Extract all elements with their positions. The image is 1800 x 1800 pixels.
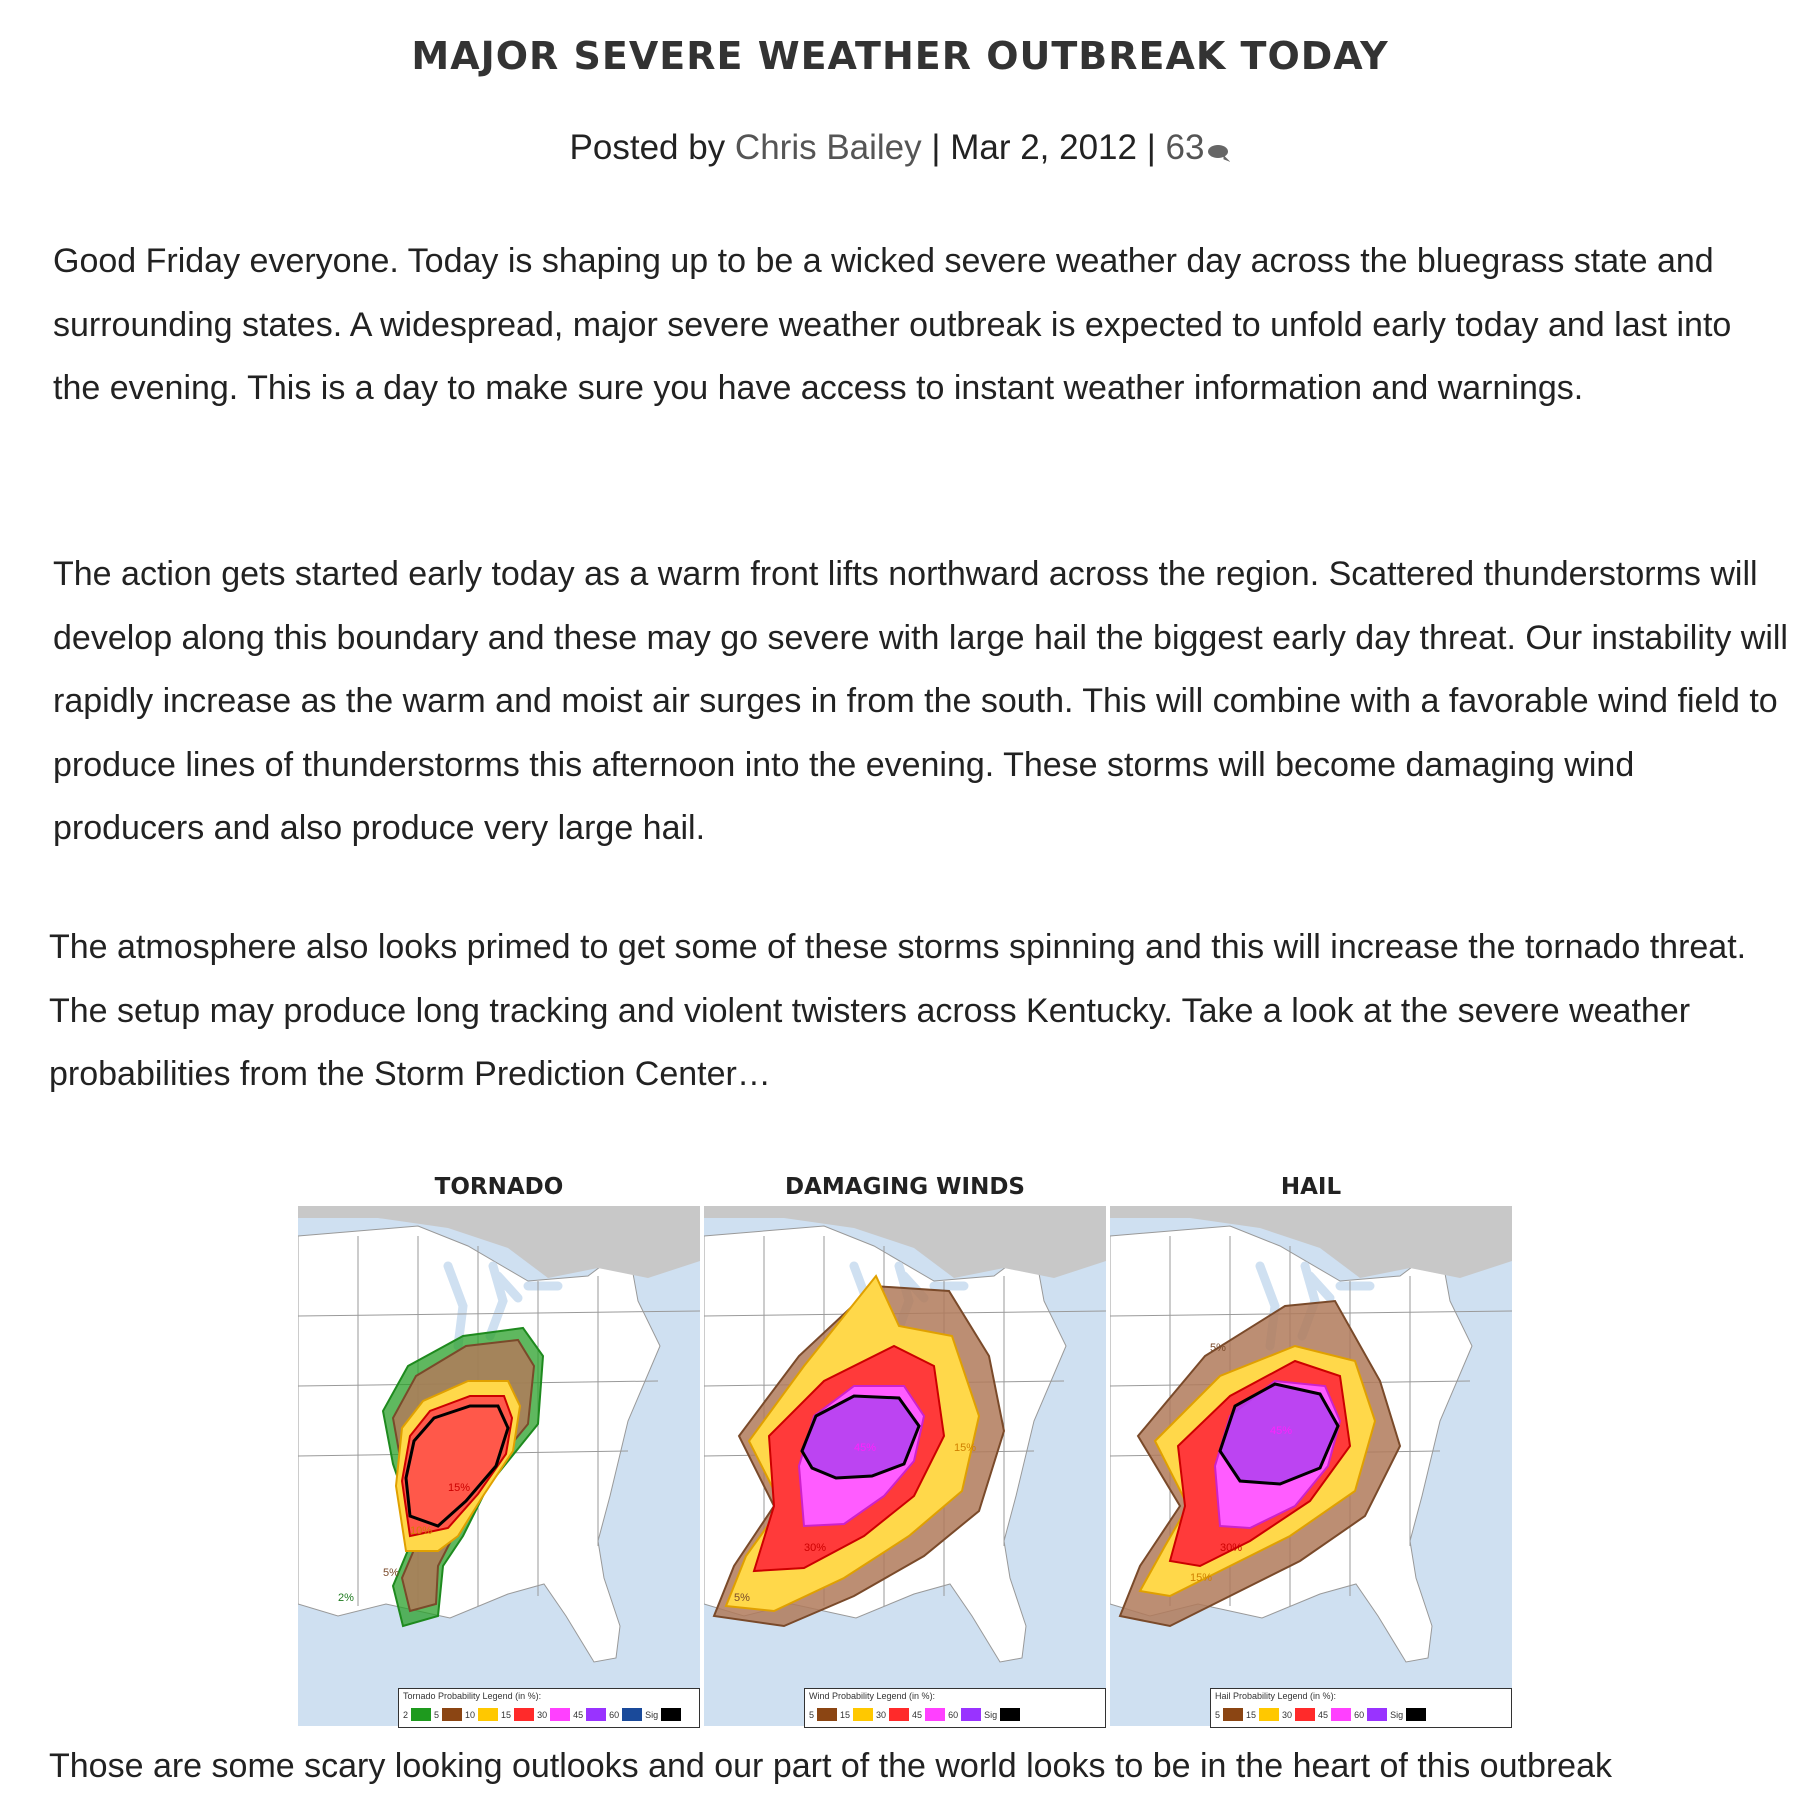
post-meta [0,128,1800,168]
comments-link[interactable] [1166,128,1231,167]
legend-label: 15 [1246,1709,1257,1720]
prob-label-30: 30% [804,1542,827,1554]
legend-swatch [1259,1708,1279,1721]
legend-swatch [478,1708,498,1721]
legend-swatch [1223,1708,1243,1721]
panel-title: DAMAGING WINDS [785,1174,1025,1200]
legend-label: 5 [434,1709,440,1720]
legend-row [403,1708,681,1721]
prob-label-15: 15% [448,1482,471,1494]
post-title: MAJOR SEVERE WEATHER OUTBREAK TODAY [411,34,1389,78]
meta-separator: | [1136,128,1166,167]
paragraph-setup: The action gets started early today as a warm front lifts northward across the region. Scattered thunderstorms will develop along this boundary and these may go severe with large hail the biggest early day threat. Our instability will rapidly increase as the warm and moist air surges in from the south. This will combine with a favorable wind field to produce lines of thunderstorms this afternoon into the evening. These storms will become damaging wind producers and also produce very large hail. [53,555,1788,847]
legend-swatch [853,1708,873,1721]
prob-label-5: 5% [383,1567,399,1579]
legend-swatch [1000,1708,1020,1721]
post-date: Mar 2, 2012 [950,128,1137,167]
legend-swatch [622,1708,642,1721]
legend-label: 45 [1318,1709,1329,1720]
legend-label: 45 [573,1709,584,1720]
legend-label: 30 [537,1709,548,1720]
legend-label: 5 [809,1709,815,1720]
paragraph-intro: Good Friday everyone. Today is shaping up to be a wicked severe weather day across the bluegrass state and surrounding states. A widespread, major severe weather outbreak is expected to unfold early today and last into the evening. This is a day to make sure you have access to instant weather information and warnings. [53,242,1732,407]
posted-by-label: Posted by [569,128,735,167]
legend-label: 45 [912,1709,923,1720]
hail-panel [1110,1168,1512,1728]
legend-swatch [514,1708,534,1721]
legend-label: 60 [948,1709,959,1720]
prob-label-45: 45% [1270,1425,1293,1437]
prob-label-15: 15% [954,1442,977,1454]
legend-label: Sig [645,1709,659,1720]
panel-title: HAIL [1280,1174,1342,1200]
legend-box [398,1688,700,1728]
legend-row [809,1708,1020,1721]
legend-label: 15 [840,1709,851,1720]
legend-title: Tornado Probability Legend (in %): [403,1691,542,1701]
legend-swatch [1406,1708,1426,1721]
legend-label: Sig [984,1709,998,1720]
panel-title: TORNADO [434,1174,564,1200]
legend-swatch [889,1708,909,1721]
legend-label: 60 [1354,1709,1365,1720]
wind-map [704,1206,1106,1726]
legend-swatch [817,1708,837,1721]
spc-outlook-image [298,1168,1518,1728]
legend-swatch [442,1708,462,1721]
hail-map [1110,1206,1512,1726]
prob-label-5: 5% [1210,1342,1226,1354]
legend-swatch [961,1708,981,1721]
prob-label-2: 2% [338,1592,354,1604]
prob-label-5: 5% [734,1592,750,1604]
legend-swatch [1295,1708,1315,1721]
legend-label: Sig [1390,1709,1404,1720]
prob-label-10: 10% [410,1525,433,1537]
legend-label: 15 [501,1709,512,1720]
legend-row [1215,1708,1426,1721]
legend-label: 60 [609,1709,620,1720]
tornado-panel [298,1168,700,1728]
prob-label-15: 15% [1190,1572,1213,1584]
legend-swatch [1367,1708,1387,1721]
legend-label: 30 [1282,1709,1293,1720]
comment-count[interactable]: 63 [1165,128,1205,167]
comment-bubble-icon[interactable] [1208,145,1230,161]
legend-swatch [586,1708,606,1721]
legend-label: 10 [465,1709,476,1720]
legend-box [1210,1688,1512,1728]
legend-title: Hail Probability Legend (in %): [1215,1691,1337,1701]
legend-swatch [411,1708,431,1721]
legend-box [804,1688,1106,1728]
legend-label: 2 [403,1709,409,1720]
legend-swatch [1331,1708,1351,1721]
legend-swatch [550,1708,570,1721]
legend-swatch [661,1708,681,1721]
damaging-winds-panel [704,1168,1106,1728]
meta-separator: | [921,128,951,167]
tornado-map [298,1206,700,1726]
paragraph-conclusion: Those are some scary looking outlooks and our part of the world looks to be in the heart of this outbreak [49,1747,1612,1785]
legend-label: 30 [876,1709,887,1720]
legend-title: Wind Probability Legend (in %): [809,1691,936,1701]
paragraph-tornado-threat: The atmosphere also looks primed to get some of these storms spinning and this will increase the tornado threat. The setup may produce long tracking and violent twisters across Kentucky. Take a look at the severe weather probabilities from the Storm Prediction Center… [49,928,1747,1093]
author-link[interactable]: Chris Bailey [734,128,922,167]
legend-label: 5 [1215,1709,1221,1720]
prob-label-45: 45% [854,1442,877,1454]
legend-swatch [925,1708,945,1721]
prob-label-30: 30% [1220,1542,1243,1554]
